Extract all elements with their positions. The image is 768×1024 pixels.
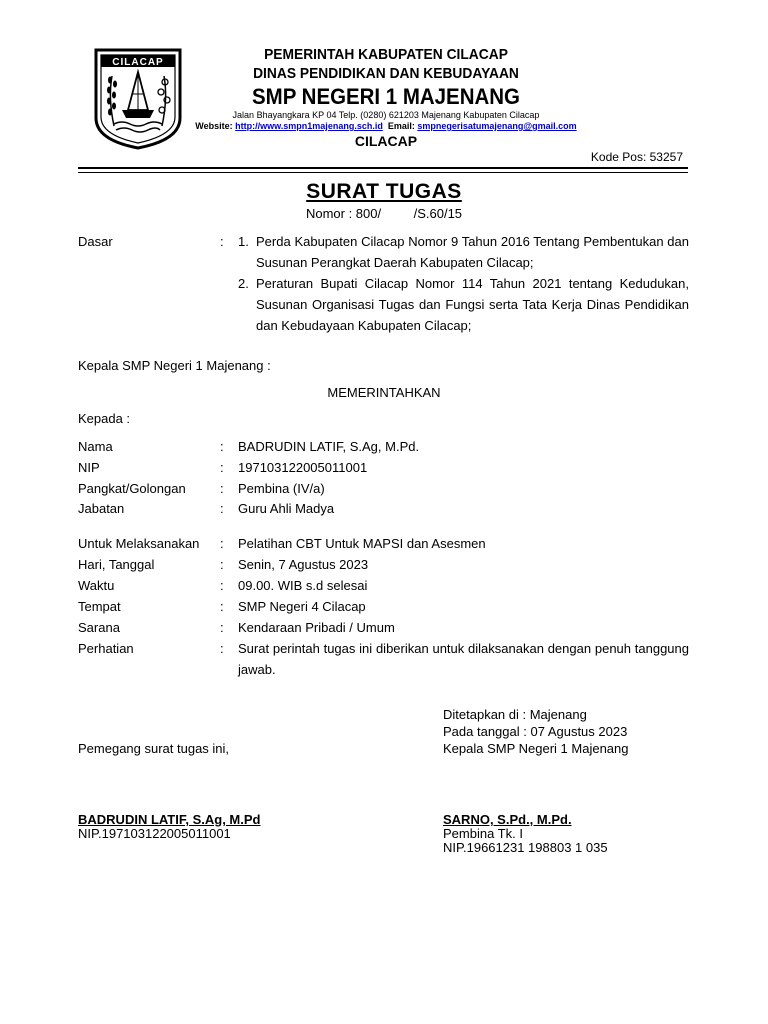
ditetapkan-line: Ditetapkan di : Majenang	[443, 707, 587, 722]
waktu-label: Waktu	[78, 578, 115, 593]
dasar-item-number: 2.	[238, 276, 249, 291]
principal-nip: NIP.19661231 198803 1 035	[443, 840, 608, 855]
principal-rank: Pembina Tk. I	[443, 826, 523, 841]
pemegang-line: Pemegang surat tugas ini,	[78, 741, 230, 756]
emblem-text: CILACAP	[112, 57, 164, 68]
dasar-item	[238, 231, 689, 273]
sarana-colon: :	[220, 620, 224, 635]
letterhead-line2: DINAS PENDIDIKAN DAN KEBUDAYAAN	[253, 65, 519, 82]
letterhead-city: CILACAP	[354, 133, 418, 149]
school-address: Jalan Bhayangkara KP 04 Telp. (0280) 621203 Majenang Kabupaten Cilacap	[232, 110, 540, 120]
kepala-line: Kepala SMP Negeri 1 Majenang :	[78, 358, 271, 373]
dasar-item-text: Perda Kabupaten Cilacap Nomor 9 Tahun 2016 Tentang Pembentukan dan Susunan Perangkat Daerah Kabupaten Cilacap;	[256, 234, 689, 270]
untuk-label: Untuk Melaksanakan	[78, 536, 200, 551]
perhatian-value: Surat perintah tugas ini diberikan untuk dilaksanakan dengan penuh tanggung jawab.	[238, 641, 689, 677]
cilacap-regency-emblem	[92, 48, 184, 150]
holder-signature-name: BADRUDIN LATIF, S.Ag, M.Pd	[78, 812, 261, 827]
website-link[interactable]: http://www.smpn1majenang.sch.id	[235, 121, 383, 131]
holder-nip: NIP.197103122005011001	[78, 826, 231, 841]
principal-signature-name: SARNO, S.Pd., M.Pd.	[443, 812, 572, 827]
postal-code: Kode Pos: 53257	[590, 150, 683, 164]
tempat-colon: :	[220, 599, 224, 614]
nip-label: NIP	[78, 460, 100, 475]
jabatan-value: Guru Ahli Madya	[238, 501, 335, 516]
jabatan-label: Jabatan	[78, 501, 125, 516]
dasar-label: Dasar	[78, 234, 113, 249]
dasar-item-number: 1.	[238, 234, 249, 249]
pangkat-value: Pembina (IV/a)	[238, 481, 325, 496]
letterhead-rule-thick	[78, 167, 688, 169]
tempat-label: Tempat	[78, 599, 121, 614]
waktu-colon: :	[220, 578, 224, 593]
nip-colon: :	[220, 460, 224, 475]
memerintahkan-heading: MEMERINTAHKAN	[327, 385, 441, 400]
nama-value: BADRUDIN LATIF, S.Ag, M.Pd.	[238, 439, 420, 454]
untuk-value: Pelatihan CBT Untuk MAPSI dan Asesmen	[238, 536, 486, 551]
dasar-colon: :	[220, 234, 224, 249]
pangkat-colon: :	[220, 481, 224, 496]
nama-colon: :	[220, 439, 224, 454]
website-label: Website:	[195, 121, 236, 131]
letterhead-line1: PEMERINTAH KABUPATEN CILACAP	[264, 46, 508, 63]
dasar-item	[238, 273, 689, 336]
sarana-value: Kendaraan Pribadi / Umum	[238, 620, 395, 635]
contact-line	[186, 121, 586, 131]
jabatan-colon: :	[220, 501, 224, 516]
school-name: SMP NEGERI 1 MAJENANG	[252, 84, 520, 109]
tempat-value: SMP Negeri 4 Cilacap	[238, 599, 366, 614]
dasar-list	[238, 231, 689, 336]
hari-label: Hari, Tanggal	[78, 557, 155, 572]
pada-tanggal-line: Pada tanggal : 07 Agustus 2023	[443, 724, 628, 739]
dasar-item-text: Peraturan Bupati Cilacap Nomor 114 Tahun 2021 tentang Kedudukan, Susunan Organisasi Tugas dan Fungsi serta Tata Kerja Dinas Pendidikan dan Kebudayaan Kabupaten Cilacap;	[256, 276, 689, 333]
email-link[interactable]: smpnegerisatumajenang@gmail.com	[417, 121, 577, 131]
hari-value: Senin, 7 Agustus 2023	[238, 557, 369, 572]
perhatian-colon: :	[220, 641, 224, 656]
untuk-colon: :	[220, 536, 224, 551]
nip-value: 197103122005011001	[238, 460, 368, 475]
nama-label: Nama	[78, 439, 113, 454]
perhatian-label: Perhatian	[78, 641, 134, 656]
waktu-value: 09.00. WIB s.d selesai	[238, 578, 368, 593]
kepada-label: Kepada :	[78, 411, 131, 426]
email-label: Email:	[387, 121, 418, 131]
hari-colon: :	[220, 557, 224, 572]
letterhead-rule-thin	[78, 172, 688, 173]
document-title: SURAT TUGAS	[306, 180, 462, 203]
kepala-title: Kepala SMP Negeri 1 Majenang	[443, 741, 629, 756]
pangkat-label: Pangkat/Golongan	[78, 481, 186, 496]
document-number: Nomor : 800/ /S.60/15	[305, 206, 463, 221]
sarana-label: Sarana	[78, 620, 120, 635]
